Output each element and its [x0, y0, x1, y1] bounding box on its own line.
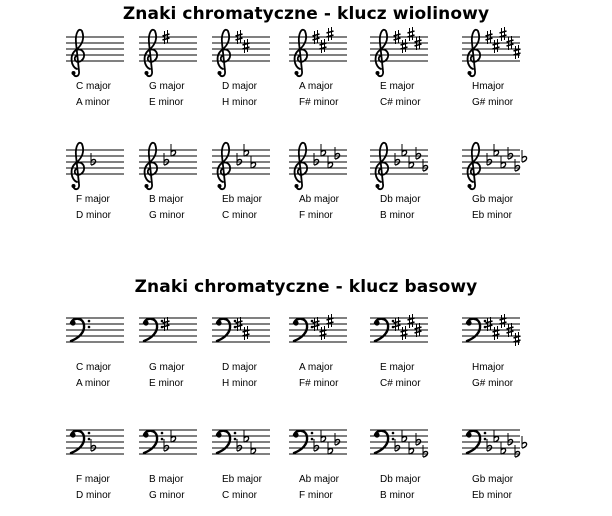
staff — [460, 304, 530, 364]
staff — [368, 304, 438, 364]
flat-icon — [395, 439, 400, 451]
staff — [64, 304, 134, 364]
key-signature-cell — [287, 304, 357, 404]
sharp-icon — [500, 27, 507, 41]
minor-key-label: G# minor — [472, 97, 514, 108]
staff — [287, 416, 357, 476]
minor-key-label: B minor — [380, 490, 415, 501]
flat-icon — [416, 147, 421, 159]
minor-key-label: C minor — [222, 210, 258, 221]
sharp-icon — [514, 332, 521, 346]
flat-icon — [515, 159, 520, 171]
key-signature-cell — [368, 23, 438, 123]
sharp-icon — [401, 326, 408, 340]
flat-icon — [522, 436, 527, 448]
minor-key-label: F# minor — [299, 97, 339, 108]
staff — [368, 23, 438, 83]
staff — [137, 23, 207, 83]
major-key-label: Hmajor — [472, 81, 505, 92]
major-key-label: B major — [149, 474, 184, 485]
flat-icon — [164, 439, 169, 451]
key-signature-cell — [137, 23, 207, 123]
sharp-icon — [408, 27, 415, 41]
minor-key-label: B minor — [380, 210, 415, 221]
staff — [64, 416, 134, 476]
flat-icon — [395, 153, 400, 165]
minor-key-label: Eb minor — [472, 210, 513, 221]
minor-key-label: F minor — [299, 490, 333, 501]
minor-key-label: C minor — [222, 490, 258, 501]
bass-section-title: Znaki chromatyczne - klucz basowy — [134, 277, 478, 297]
key-signature-cell — [137, 416, 207, 516]
major-key-label: D major — [222, 362, 258, 373]
staff — [287, 23, 357, 83]
flat-icon — [237, 153, 242, 165]
key-signature-cell — [210, 23, 280, 123]
staff — [137, 136, 207, 196]
flat-icon — [487, 153, 492, 165]
staff — [460, 136, 530, 196]
minor-key-label: F# minor — [299, 378, 339, 389]
staff — [287, 304, 357, 364]
key-signature-cell — [460, 304, 530, 404]
minor-key-label: G minor — [149, 490, 185, 501]
treble-section-title: Znaki chromatyczne - klucz wiolinowy — [122, 4, 490, 24]
minor-key-label: E minor — [149, 378, 184, 389]
key-signature-cell — [137, 304, 207, 404]
minor-key-label: D minor — [76, 490, 112, 501]
key-signature-cell — [460, 416, 530, 516]
sharp-icon — [514, 45, 521, 59]
staff — [137, 304, 207, 364]
key-signature-cell — [64, 304, 134, 404]
major-key-label: G major — [149, 362, 185, 373]
major-key-label: F major — [76, 194, 110, 205]
major-key-label: Ab major — [299, 474, 340, 485]
minor-key-label: A minor — [76, 97, 110, 108]
key-signature-cell — [368, 304, 438, 404]
major-key-label: A major — [299, 81, 333, 92]
minor-key-label: G# minor — [472, 378, 514, 389]
flat-icon — [423, 159, 428, 171]
key-signature-cell — [64, 23, 134, 123]
staff — [460, 416, 530, 476]
minor-key-label: F minor — [299, 210, 333, 221]
staff — [368, 416, 438, 476]
key-signature-cell — [368, 136, 438, 236]
flat-icon — [423, 445, 428, 457]
flat-icon — [314, 153, 319, 165]
staff — [460, 23, 530, 83]
flat-icon — [508, 433, 513, 445]
major-key-label: Ab major — [299, 194, 340, 205]
flat-icon — [314, 439, 319, 451]
key-signature-cell — [210, 416, 280, 516]
staff — [210, 416, 280, 476]
sharp-icon — [243, 326, 250, 340]
major-key-label: E major — [380, 362, 415, 373]
staff — [287, 136, 357, 196]
staff — [368, 136, 438, 196]
major-key-label: D major — [222, 81, 258, 92]
sharp-icon — [320, 39, 327, 53]
flat-icon — [91, 153, 96, 165]
sharp-icon — [493, 326, 500, 340]
flat-icon — [237, 439, 242, 451]
key-signature-cell — [287, 23, 357, 123]
staff — [137, 416, 207, 476]
sharp-icon — [500, 314, 507, 328]
minor-key-label: C# minor — [380, 97, 421, 108]
flat-icon — [487, 439, 492, 451]
flat-icon — [416, 433, 421, 445]
major-key-label: Hmajor — [472, 362, 505, 373]
sharp-icon — [327, 314, 334, 328]
sharp-icon — [401, 39, 408, 53]
minor-key-label: G minor — [149, 210, 185, 221]
major-key-label: Db major — [380, 194, 421, 205]
major-key-label: Db major — [380, 474, 421, 485]
flat-icon — [508, 147, 513, 159]
minor-key-label: D minor — [76, 210, 112, 221]
flat-icon — [91, 439, 96, 451]
staff — [64, 136, 134, 196]
minor-key-label: H minor — [222, 97, 258, 108]
key-signature-cell — [64, 416, 134, 516]
key-signature-cell — [460, 136, 530, 236]
key-signature-cell — [460, 23, 530, 123]
flat-icon — [522, 150, 527, 162]
staff — [210, 23, 280, 83]
staff — [64, 23, 134, 83]
major-key-label: G major — [149, 81, 185, 92]
key-signature-cell — [368, 416, 438, 516]
major-key-label: F major — [76, 474, 110, 485]
sharp-icon — [320, 326, 327, 340]
key-signature-cell — [64, 136, 134, 236]
major-key-label: Eb major — [222, 474, 263, 485]
minor-key-label: E minor — [149, 97, 184, 108]
staff — [210, 136, 280, 196]
minor-key-label: Eb minor — [472, 490, 513, 501]
major-key-label: E major — [380, 81, 415, 92]
minor-key-label: H minor — [222, 378, 258, 389]
major-key-label: Eb major — [222, 194, 263, 205]
key-signature-cell — [137, 136, 207, 236]
flat-icon — [164, 153, 169, 165]
major-key-label: A major — [299, 362, 333, 373]
key-signature-cell — [287, 136, 357, 236]
major-key-label: Gb major — [472, 194, 514, 205]
flat-icon — [335, 147, 340, 159]
key-signature-cell — [210, 136, 280, 236]
sharp-icon — [408, 314, 415, 328]
key-signature-cell — [210, 304, 280, 404]
minor-key-label: A minor — [76, 378, 110, 389]
sharp-icon — [493, 39, 500, 53]
key-signature-cell — [287, 416, 357, 516]
minor-key-label: C# minor — [380, 378, 421, 389]
sharp-icon — [243, 39, 250, 53]
flat-icon — [335, 433, 340, 445]
major-key-label: C major — [76, 81, 112, 92]
major-key-label: Gb major — [472, 474, 514, 485]
sharp-icon — [327, 27, 334, 41]
major-key-label: C major — [76, 362, 112, 373]
major-key-label: B major — [149, 194, 184, 205]
staff — [210, 304, 280, 364]
flat-icon — [515, 445, 520, 457]
